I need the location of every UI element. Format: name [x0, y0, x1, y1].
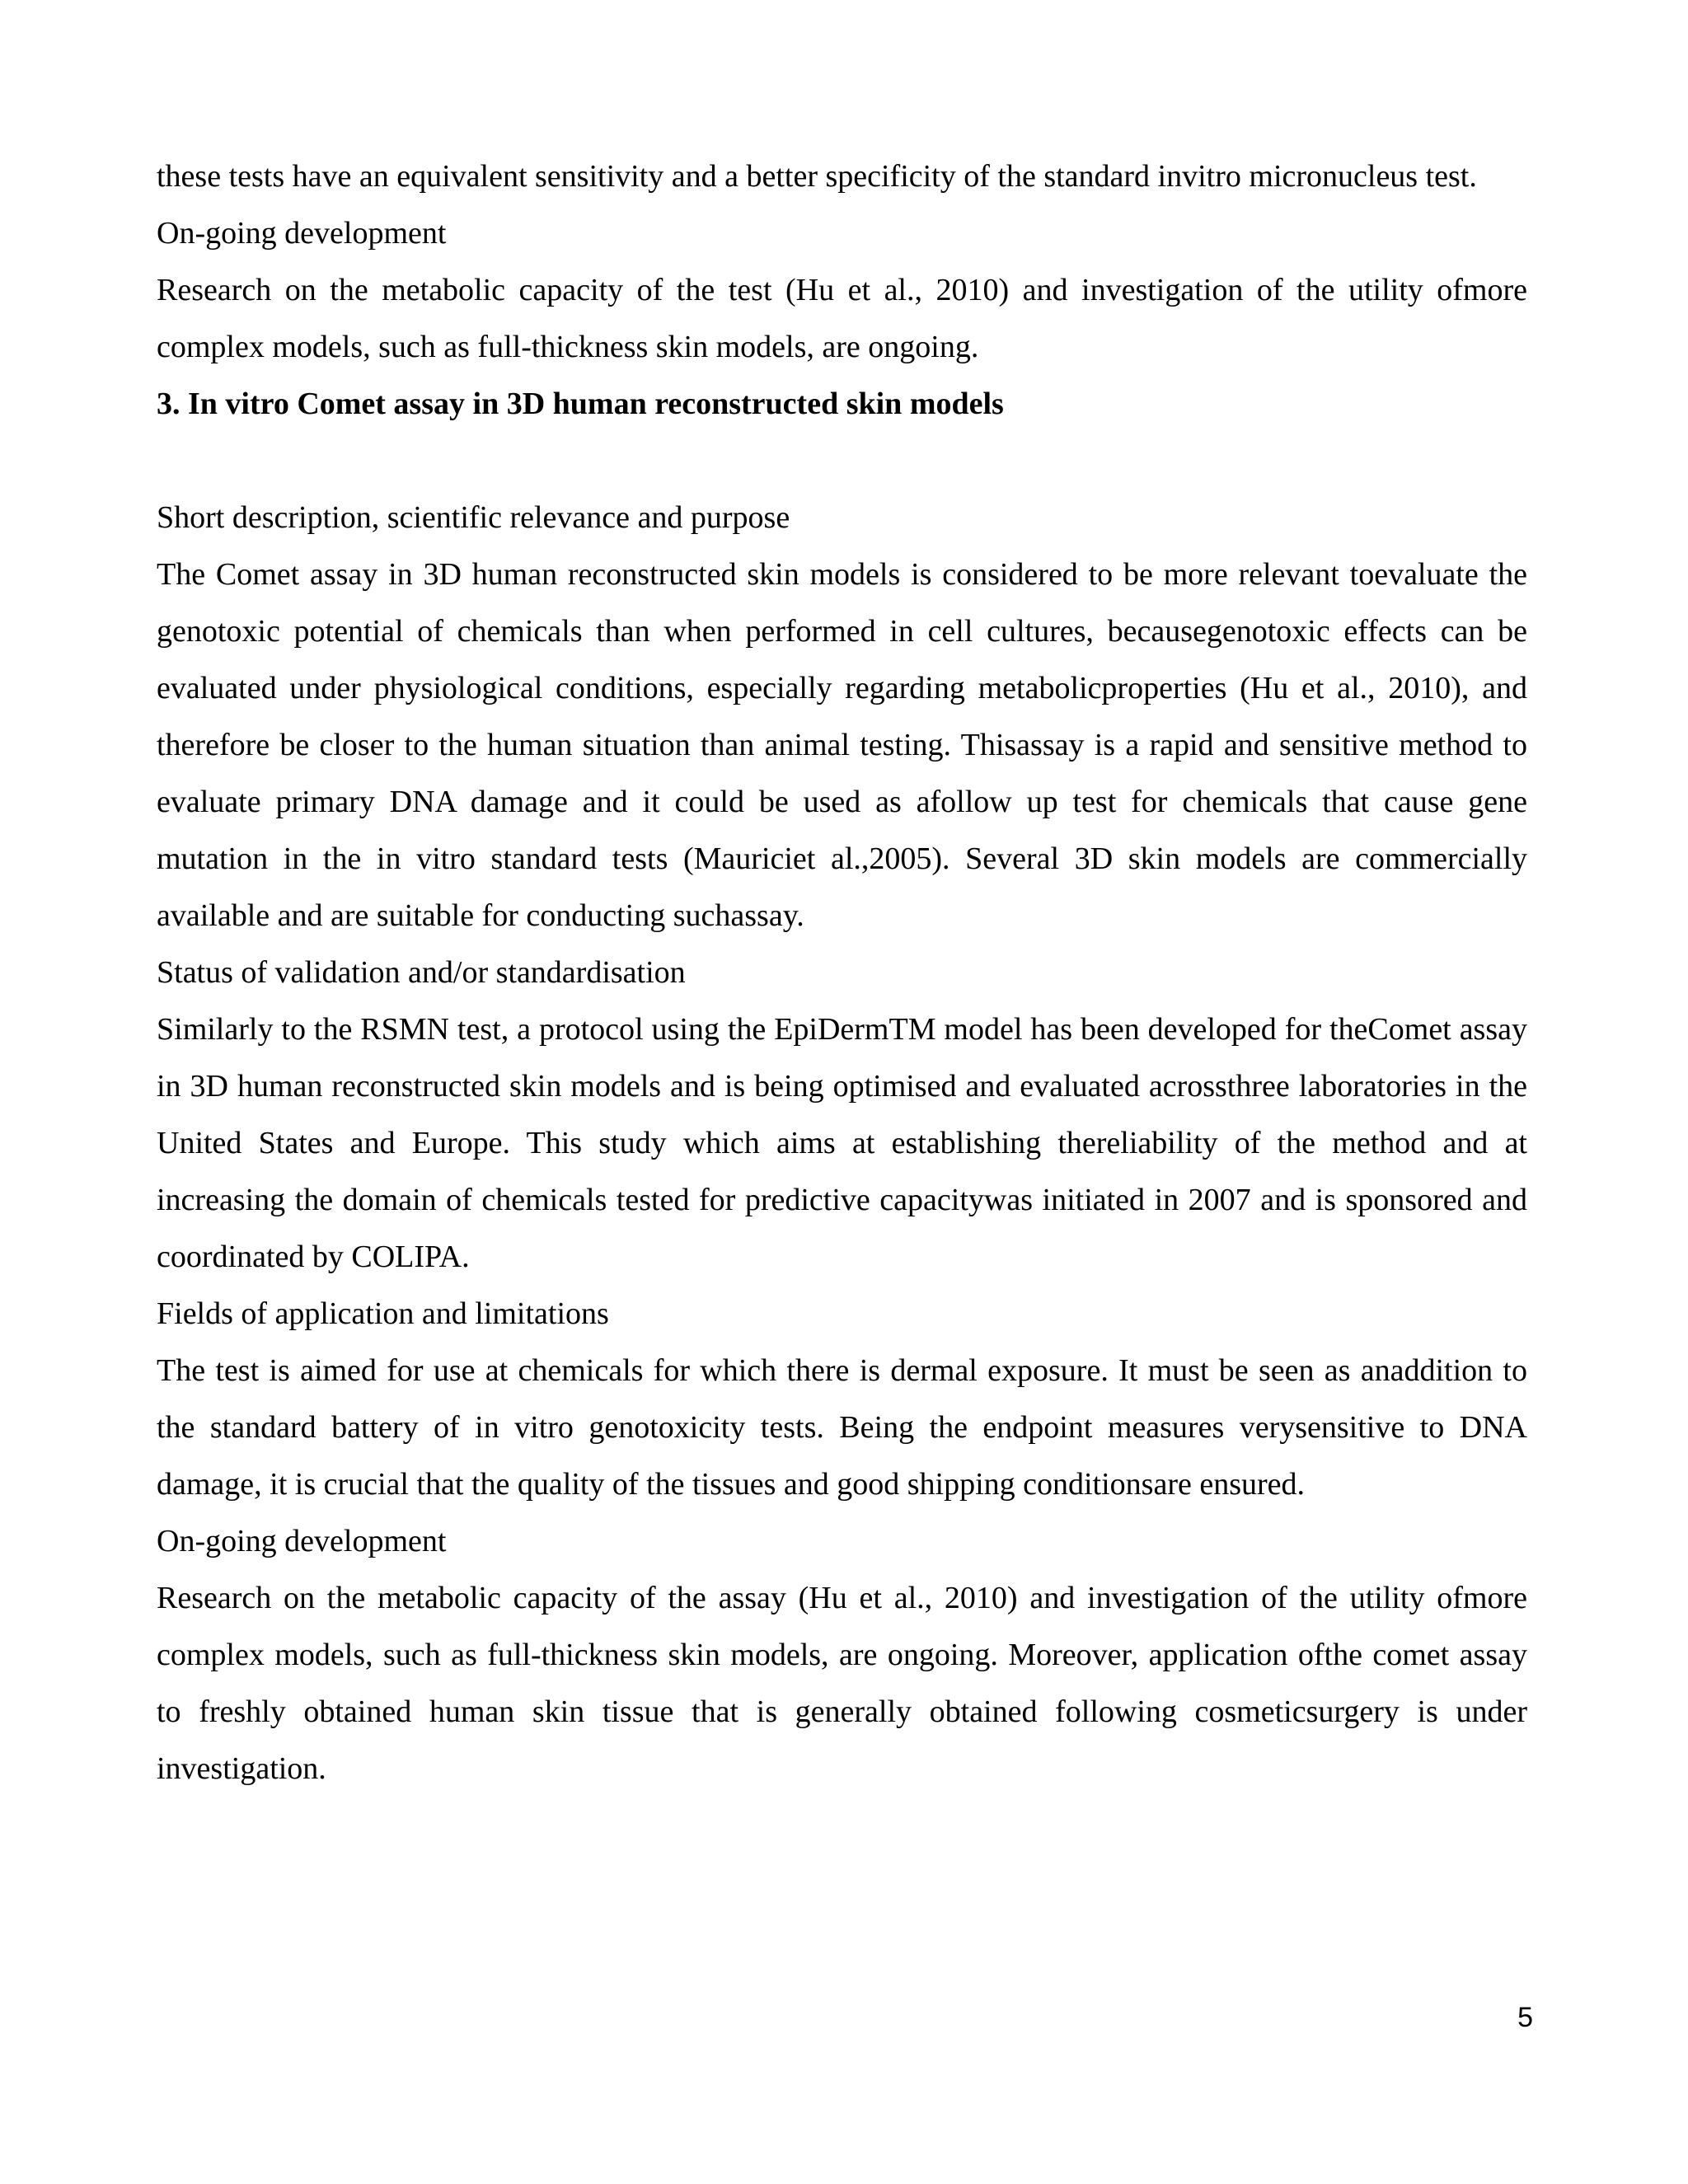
- paragraph-ongoing-research: Research on the metabolic capacity of the test (Hu et al., 2010) and investigation of the utility ofmore complex models, such as full-thickness skin models, are ongoing.: [157, 273, 1527, 364]
- page-number: 5: [1517, 2002, 1533, 2033]
- paragraph-application: The test is aimed for use at chemicals for which there is dermal exposure. It must be seen as anaddition to the standard battery of in vitro genotoxicity tests. Being the endpoint measures verysensitive to DNA damage, it is crucial that the quality of the tissues and good shipping conditionsare ensured.: [157, 1353, 1527, 1502]
- paragraph-continuation: these tests have an equivalent sensitivity and a better specificity of the standard invitro micronucleus test.: [157, 159, 1477, 194]
- subheading-validation-status: Status of validation and/or standardisation: [157, 955, 686, 990]
- blank-line: [157, 433, 1527, 490]
- paragraph-description: The Comet assay in 3D human reconstructed skin models is considered to be more relevant toevaluate the genotoxic potential of chemicals than when performed in cell cultures, becausegenotoxic effects can be evaluated under physiological conditions, especially regarding metabolicproperties (Hu et al., 2010), and therefore be closer to the human situation than animal testing. Thisassay is a rapid and sensitive method to evaluate primary DNA damage and it could be used as afollow up test for chemicals that cause gene mutation in the in vitro standard tests (Mauriciet al.,2005). Several 3D skin models are commercially available and are suitable for conducting suchassay.: [157, 557, 1527, 933]
- subheading-ongoing-development-2: On-going development: [157, 1524, 447, 1558]
- paragraph-validation: Similarly to the RSMN test, a protocol using the EpiDermTM model has been developed for theComet assay in 3D human reconstructed skin models and is being optimised and evaluated acrossthree laboratories in the United States and Europe. This study which aims at establishing thereliability of the method and at increasing the domain of chemicals tested for predictive capacitywas initiated in 2007 and is sponsored and coordinated by COLIPA.: [157, 1012, 1527, 1274]
- page-body: [157, 148, 1527, 1797]
- subheading-fields-of-application: Fields of application and limitations: [157, 1296, 609, 1331]
- paragraph-ongoing-research-2: Research on the metabolic capacity of the assay (Hu et al., 2010) and investigation of the utility ofmore complex models, such as full-thickness skin models, are ongoing. Moreover, application ofthe comet assay to freshly obtained human skin tissue that is generally obtained following cosmeticsurgery is under investigation.: [157, 1581, 1527, 1786]
- subheading-short-description: Short description, scientific relevance and purpose: [157, 500, 790, 535]
- subheading-ongoing-development: On-going development: [157, 216, 447, 251]
- section-heading: 3. In vitro Comet assay in 3D human reconstructed skin models: [157, 387, 1004, 421]
